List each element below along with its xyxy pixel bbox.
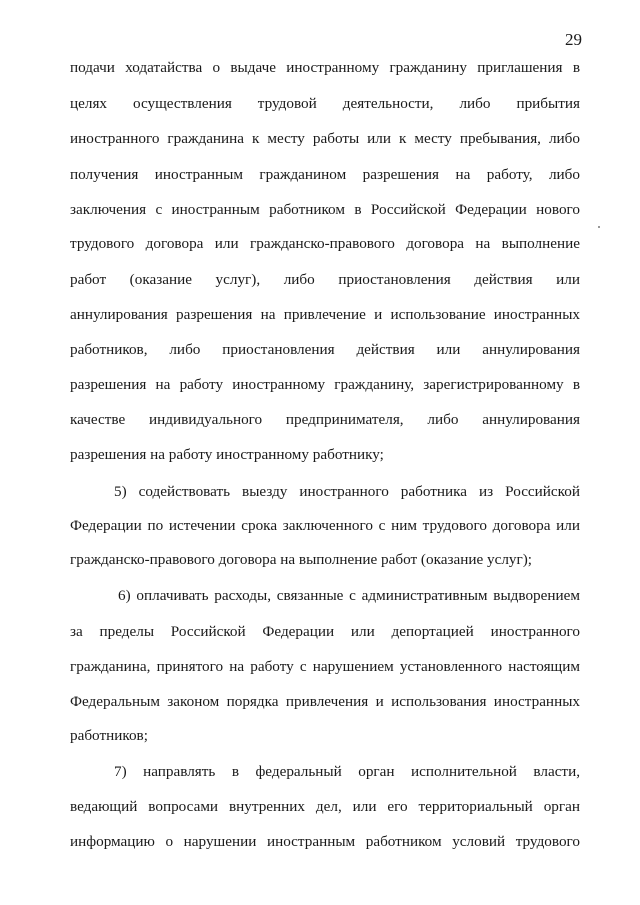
text-line: работников, либо приостановления действия или аннулирования	[70, 341, 580, 358]
text-line: заключения с иностранным работником в Российской Федерации нового	[70, 201, 580, 218]
text-line: гражданина, принятого на работу с нарушением установленного настоящим	[70, 658, 580, 675]
paragraph-first-line: 6) оплачивать расходы, связанные с административным выдворением	[118, 587, 580, 604]
text-line: целях осуществления трудовой деятельности, либо прибытия	[70, 95, 580, 112]
text-line: получения иностранным гражданином разрешения на работу, либо	[70, 166, 580, 183]
text-line: разрешения на работу иностранному гражданину, зарегистрированному в	[70, 376, 580, 393]
text-line: подачи ходатайства о выдаче иностранному гражданину приглашения в	[70, 59, 580, 76]
page-number: 29	[565, 30, 582, 49]
text-line: Федеральным законом порядка привлечения и использования иностранных	[70, 693, 580, 710]
text-line: ведающий вопросами внутренних дел, или его территориальный орган	[70, 798, 580, 815]
text-line: иностранного гражданина к месту работы или к месту пребывания, либо	[70, 130, 580, 147]
text-line: гражданско-правового договора на выполнение работ (оказание услуг);	[70, 551, 533, 568]
paragraph-first-line: 5) содействовать выезду иностранного работника из Российской	[114, 483, 580, 500]
scan-speck	[598, 226, 600, 228]
paragraph-first-line: 7) направлять в федеральный орган исполнительной власти,	[114, 763, 580, 780]
text-line: работников;	[70, 727, 148, 744]
text-line: работ (оказание услуг), либо приостановления действия или	[70, 271, 580, 288]
text-line: трудового договора или гражданско-правового договора на выполнение	[70, 235, 580, 252]
text-line: Федерации по истечении срока заключенного с ним трудового договора или	[70, 517, 580, 534]
text-line: информацию о нарушении иностранным работником условий трудового	[70, 833, 580, 850]
text-line: разрешения на работу иностранному работнику;	[70, 446, 384, 463]
text-line: за пределы Российской Федерации или депортацией иностранного	[70, 623, 580, 640]
text-line: качестве индивидуального предпринимателя, либо аннулирования	[70, 411, 580, 428]
text-line: аннулирования разрешения на привлечение и использование иностранных	[70, 306, 580, 323]
